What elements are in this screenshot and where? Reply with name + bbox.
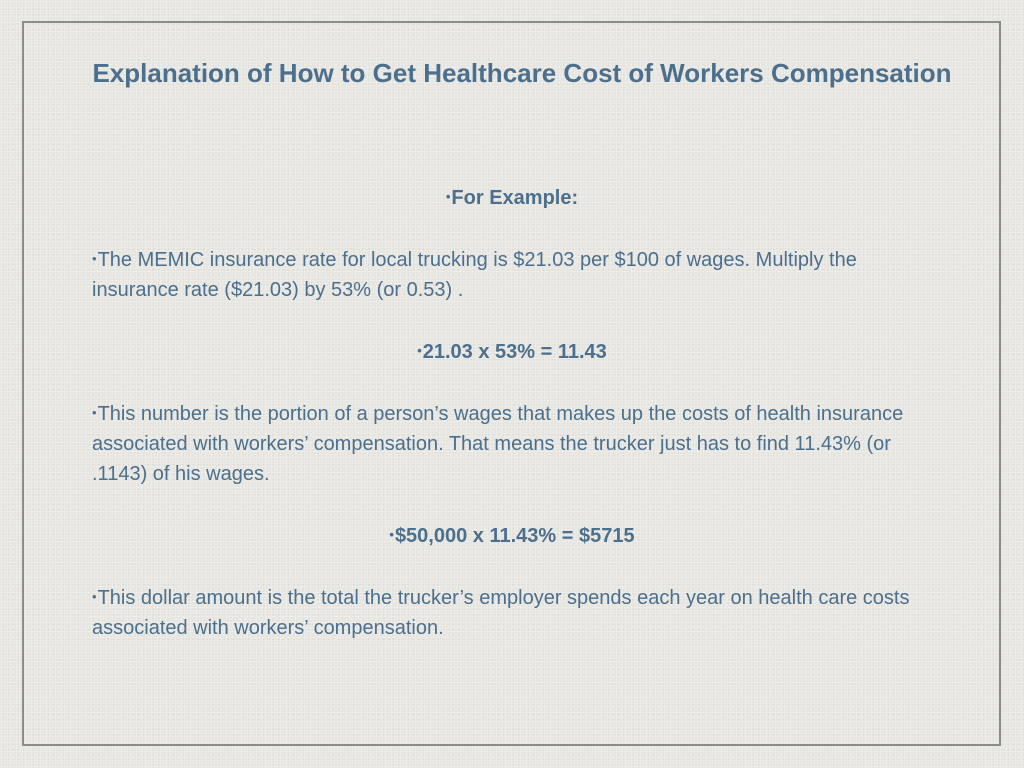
insurance-rate-paragraph bbox=[92, 244, 932, 305]
insurance-rate-text: The MEMIC insurance rate for local trucking is $21.03 per $100 of wages. Multiply the insurance rate ($21.03) by 53% (or 0.53) . bbox=[92, 249, 857, 301]
slide-title: Explanation of How to Get Healthcare Cost of Workers Compensation bbox=[92, 58, 952, 88]
example-heading-text: For Example: bbox=[451, 187, 579, 209]
wage-calculation-text: $50,000 x 11.43% = $5715 bbox=[394, 525, 635, 547]
employer-spend-paragraph bbox=[92, 582, 932, 643]
bullet-icon: • bbox=[389, 527, 394, 542]
bullet-icon: • bbox=[445, 189, 451, 204]
rate-calculation-text: 21.03 x 53% = 11.43 bbox=[422, 341, 607, 363]
slide-content bbox=[92, 182, 932, 643]
wage-portion-paragraph bbox=[92, 398, 932, 489]
bullet-icon: • bbox=[417, 343, 422, 358]
example-heading bbox=[92, 182, 932, 213]
bullet-icon: • bbox=[92, 589, 97, 604]
wage-calculation bbox=[92, 520, 932, 551]
employer-spend-text: This dollar amount is the total the trucker’s employer spends each year on health care costs associated with workers’ compensation. bbox=[92, 587, 910, 639]
bullet-icon: • bbox=[92, 405, 97, 420]
wage-portion-text: This number is the portion of a person’s wages that makes up the costs of health insurance associated with workers’ compensation. That means the trucker just has to find 11.43% (or .1143) of his wages. bbox=[92, 403, 904, 485]
bullet-icon: • bbox=[92, 251, 97, 266]
rate-calculation bbox=[92, 336, 932, 367]
